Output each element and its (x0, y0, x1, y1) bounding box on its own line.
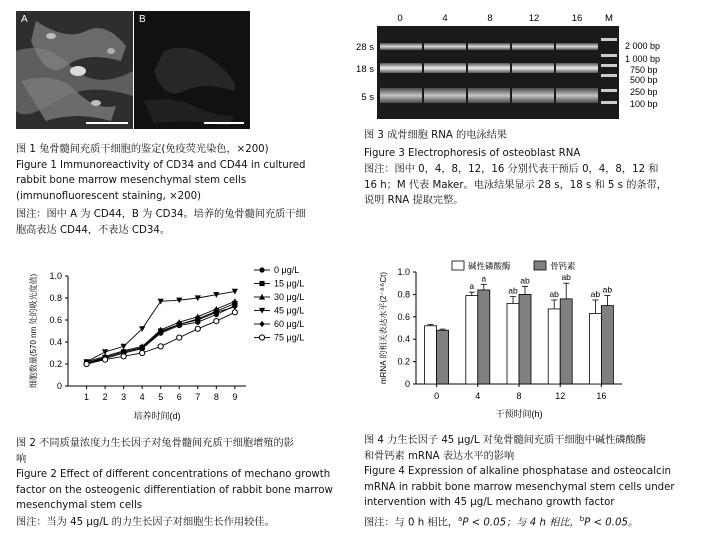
fig2-caption (16, 436, 333, 530)
marker-label-750: 750 bp (630, 65, 658, 75)
marker-label-1000: 1 000 bp (625, 54, 661, 64)
significance-label: ab (561, 272, 571, 283)
y-tick-label: 0.6 (397, 311, 410, 322)
fig2-chart (16, 262, 336, 427)
significance-label: a (481, 273, 487, 284)
significance-label: ab (520, 275, 530, 286)
fig3-title-en: Figure 3 Electrophoresis of osteoblast RNA (364, 147, 581, 159)
legend-entry-5 (254, 333, 304, 343)
y-tick-label: 0 (56, 381, 62, 391)
fig4-title-cn-1: 图 4 力生长因子 45 μg/L 对兔骨髓间充质干细胞中碱性磷酸酶 (364, 435, 646, 446)
fig4-title-en-1: Figure 4 Expression of alkaline phosphatase and osteocalcin (364, 466, 672, 477)
bar (548, 309, 560, 384)
x-tick-label: 9 (232, 392, 238, 402)
fig4-note-2: P < 0.05；与 4 h 相比， (462, 516, 580, 528)
data-point (102, 357, 107, 362)
x-tick-label: 6 (176, 392, 182, 402)
marker-label-250: 250 bp (630, 87, 658, 97)
fig3-caption (364, 128, 667, 209)
legend-entry-0 (452, 261, 511, 271)
panel-label-a: A (21, 14, 28, 25)
fig2-title-cn-1: 图 2 不同质量浓度力生长因子对兔骨髓间充质干细胞增殖的影 (16, 438, 294, 449)
lane-label-8: 8 (487, 13, 493, 24)
legend-swatch (534, 261, 546, 270)
data-point (84, 361, 89, 366)
fig2-title-en-2: factor on the osteogenic differentiation of rabbit bone marrow (16, 484, 333, 496)
data-point (177, 335, 182, 340)
x-tick-label: 3 (121, 392, 127, 402)
lane-label-4: 4 (442, 13, 448, 24)
lane-label-12: 12 (528, 13, 540, 24)
x-tick-label: 2 (102, 392, 108, 402)
x-tick-label: 8 (516, 391, 522, 401)
legend-entry-0 (254, 265, 299, 275)
fig3-gel-figure (348, 8, 698, 120)
y-axis-title: mRNA 的相关表达水平(2⁻ᐞᐞCt) (379, 271, 388, 385)
y-tick-label: 1.0 (397, 267, 410, 277)
bar (437, 330, 449, 384)
legend-swatch (452, 261, 464, 270)
data-point (232, 310, 237, 315)
legend-label: 60 μg/L (274, 319, 305, 329)
legend-entry-3 (254, 306, 304, 316)
legend-label: 30 μg/L (274, 292, 305, 302)
x-tick-label: 8 (213, 392, 219, 402)
bar (519, 294, 531, 384)
data-point (121, 354, 126, 359)
legend-marker (259, 267, 264, 272)
fig1-image-a (16, 11, 133, 129)
fig4-chart (364, 258, 634, 430)
x-tick-label: 4 (475, 391, 481, 401)
fig4-caption (364, 433, 675, 530)
lane-label-0: 0 (397, 13, 403, 24)
fig4-title-en-2: mRNA in rabbit bone marrow mesenchymal stem cells under (364, 481, 675, 493)
data-point (214, 319, 219, 324)
fig3-title-cn: 图 3 成骨细胞 RNA 的电泳结果 (364, 130, 507, 141)
fig3-note-1: 图注：图中 0，4，8，12，16 分别代表干预后 0，4，8，12 和 (364, 164, 659, 175)
gel-svg (348, 8, 698, 120)
y-tick-label: 0.8 (49, 293, 62, 303)
legend-label: 45 μg/L (274, 305, 305, 316)
fig4-title-en-3: intervention with 45 μg/L mechano growth factor (364, 497, 615, 508)
bar (560, 299, 572, 384)
fig1-caption (16, 142, 306, 238)
legend-label: 骨钙素 (550, 261, 576, 271)
legend-entry-1 (254, 279, 304, 289)
y-tick-label: 0.4 (49, 337, 62, 347)
y-tick-label: 0.8 (397, 289, 410, 300)
data-point (102, 349, 108, 355)
fig1-cells-a (16, 11, 133, 129)
legend-label: 碱性磷酸酶 (468, 261, 511, 271)
x-axis-title: 培养时间(d) (133, 411, 181, 421)
fig1-image-b (134, 11, 250, 129)
bar-chart-svg (364, 258, 634, 430)
x-axis-title: 干预时间(h) (495, 409, 543, 419)
fig2-title-cn-2: 响 (16, 453, 27, 465)
lane-label-m: M (605, 13, 613, 24)
fig1-title-en-2: rabbit bone marrow mesenchymal stem cells (16, 175, 247, 186)
significance-label: ab (602, 284, 613, 295)
legend-entry-2 (254, 292, 304, 302)
bar (478, 290, 490, 384)
data-point (158, 344, 163, 349)
legend-entry-4 (254, 319, 304, 329)
y-axis-title: 细胞数量(570 nm 处的吸光度值) (29, 273, 38, 389)
fig1-title-cn: 图 1 兔骨髓间充质干细胞的鉴定(免疫荧光染色，×200) (16, 144, 269, 155)
legend-marker (259, 335, 264, 340)
bar (589, 313, 601, 384)
fig1-note-2: 胞高表达 CD44，不表达 CD34。 (16, 224, 171, 236)
bar (425, 326, 437, 384)
x-tick-label: 12 (555, 391, 566, 401)
gel-bands (380, 38, 617, 104)
legend-marker (259, 321, 264, 327)
y-tick-label: 0.6 (49, 315, 62, 325)
bar (466, 296, 478, 384)
fig4-note-sup-a: a (457, 514, 463, 523)
x-tick-label: 0 (434, 391, 440, 401)
fig2-title-en-3: mesenchymal stem cells (16, 500, 143, 511)
fig1-title-en-3: (immunofluorescent staining, ×200) (16, 190, 202, 202)
y-tick-label: 0 (404, 379, 410, 389)
x-tick-label: 1 (84, 392, 90, 402)
bar (507, 303, 519, 384)
fig3-note-3: 说明 RNA 提取完整。 (364, 195, 464, 206)
legend-label: 0 μg/L (274, 265, 300, 275)
lane-label-16: 16 (571, 13, 583, 24)
y-tick-label: 0.2 (49, 359, 62, 369)
fig1-title-en-1: Figure 1 Immunoreactivity of CD34 and CD44 in cultured (16, 159, 306, 171)
legend-label: 75 μg/L (274, 332, 305, 343)
band-label-18s: 18 s (356, 64, 374, 75)
marker-label-500: 500 bp (630, 75, 658, 85)
significance-label: ab (549, 289, 559, 299)
fig3-note-2: 16 h；M 代表 Maker。电泳结果显示 28 s，18 s 和 5 s 的条带， (364, 179, 667, 191)
band-label-5s: 5 s (361, 92, 374, 103)
y-tick-label: 1.0 (49, 271, 62, 281)
x-tick-label: 16 (596, 391, 607, 401)
significance-label: a (469, 281, 475, 292)
marker-label-2000: 2 000 bp (625, 41, 661, 51)
legend-entry-1 (534, 261, 576, 271)
fig2-title-en-1: Figure 2 Effect of different concentrations of mechano growth (16, 469, 331, 480)
bar (601, 306, 613, 384)
significance-label: ab (508, 285, 518, 296)
fig4-note-sup-b: b (579, 514, 585, 523)
line-chart-svg (16, 262, 336, 427)
fig1-cells-b (134, 11, 250, 129)
fig2-note: 图注：当为 45 μg/L 的力生长因子对细胞生长作用较佳。 (16, 516, 275, 528)
series-5 (84, 310, 238, 367)
y-tick-label: 0.2 (397, 356, 410, 367)
fig4-note-1: 图注：与 0 h 相比， (364, 516, 458, 528)
x-tick-label: 7 (195, 392, 201, 402)
x-tick-label: 5 (158, 392, 164, 402)
fig4-note-3: P < 0.05。 (584, 516, 639, 528)
panel-label-b: B (139, 14, 146, 25)
y-tick-label: 0.4 (397, 334, 410, 345)
fig4-title-cn-2: 和骨钙素 mRNA 表达水平的影响 (364, 450, 515, 462)
band-label-28s: 28 s (356, 42, 374, 53)
legend-marker (259, 281, 264, 286)
data-point (140, 350, 145, 355)
fig1-note-1: 图注：图中 A 为 CD44，B 为 CD34。培养的兔骨髓间充质干细 (16, 209, 306, 220)
x-tick-label: 4 (139, 392, 145, 402)
significance-label: ab (590, 289, 601, 299)
legend-label: 15 μg/L (274, 278, 305, 289)
data-point (195, 326, 200, 331)
fig4-note (364, 512, 675, 531)
marker-label-100: 100 bp (630, 99, 658, 109)
